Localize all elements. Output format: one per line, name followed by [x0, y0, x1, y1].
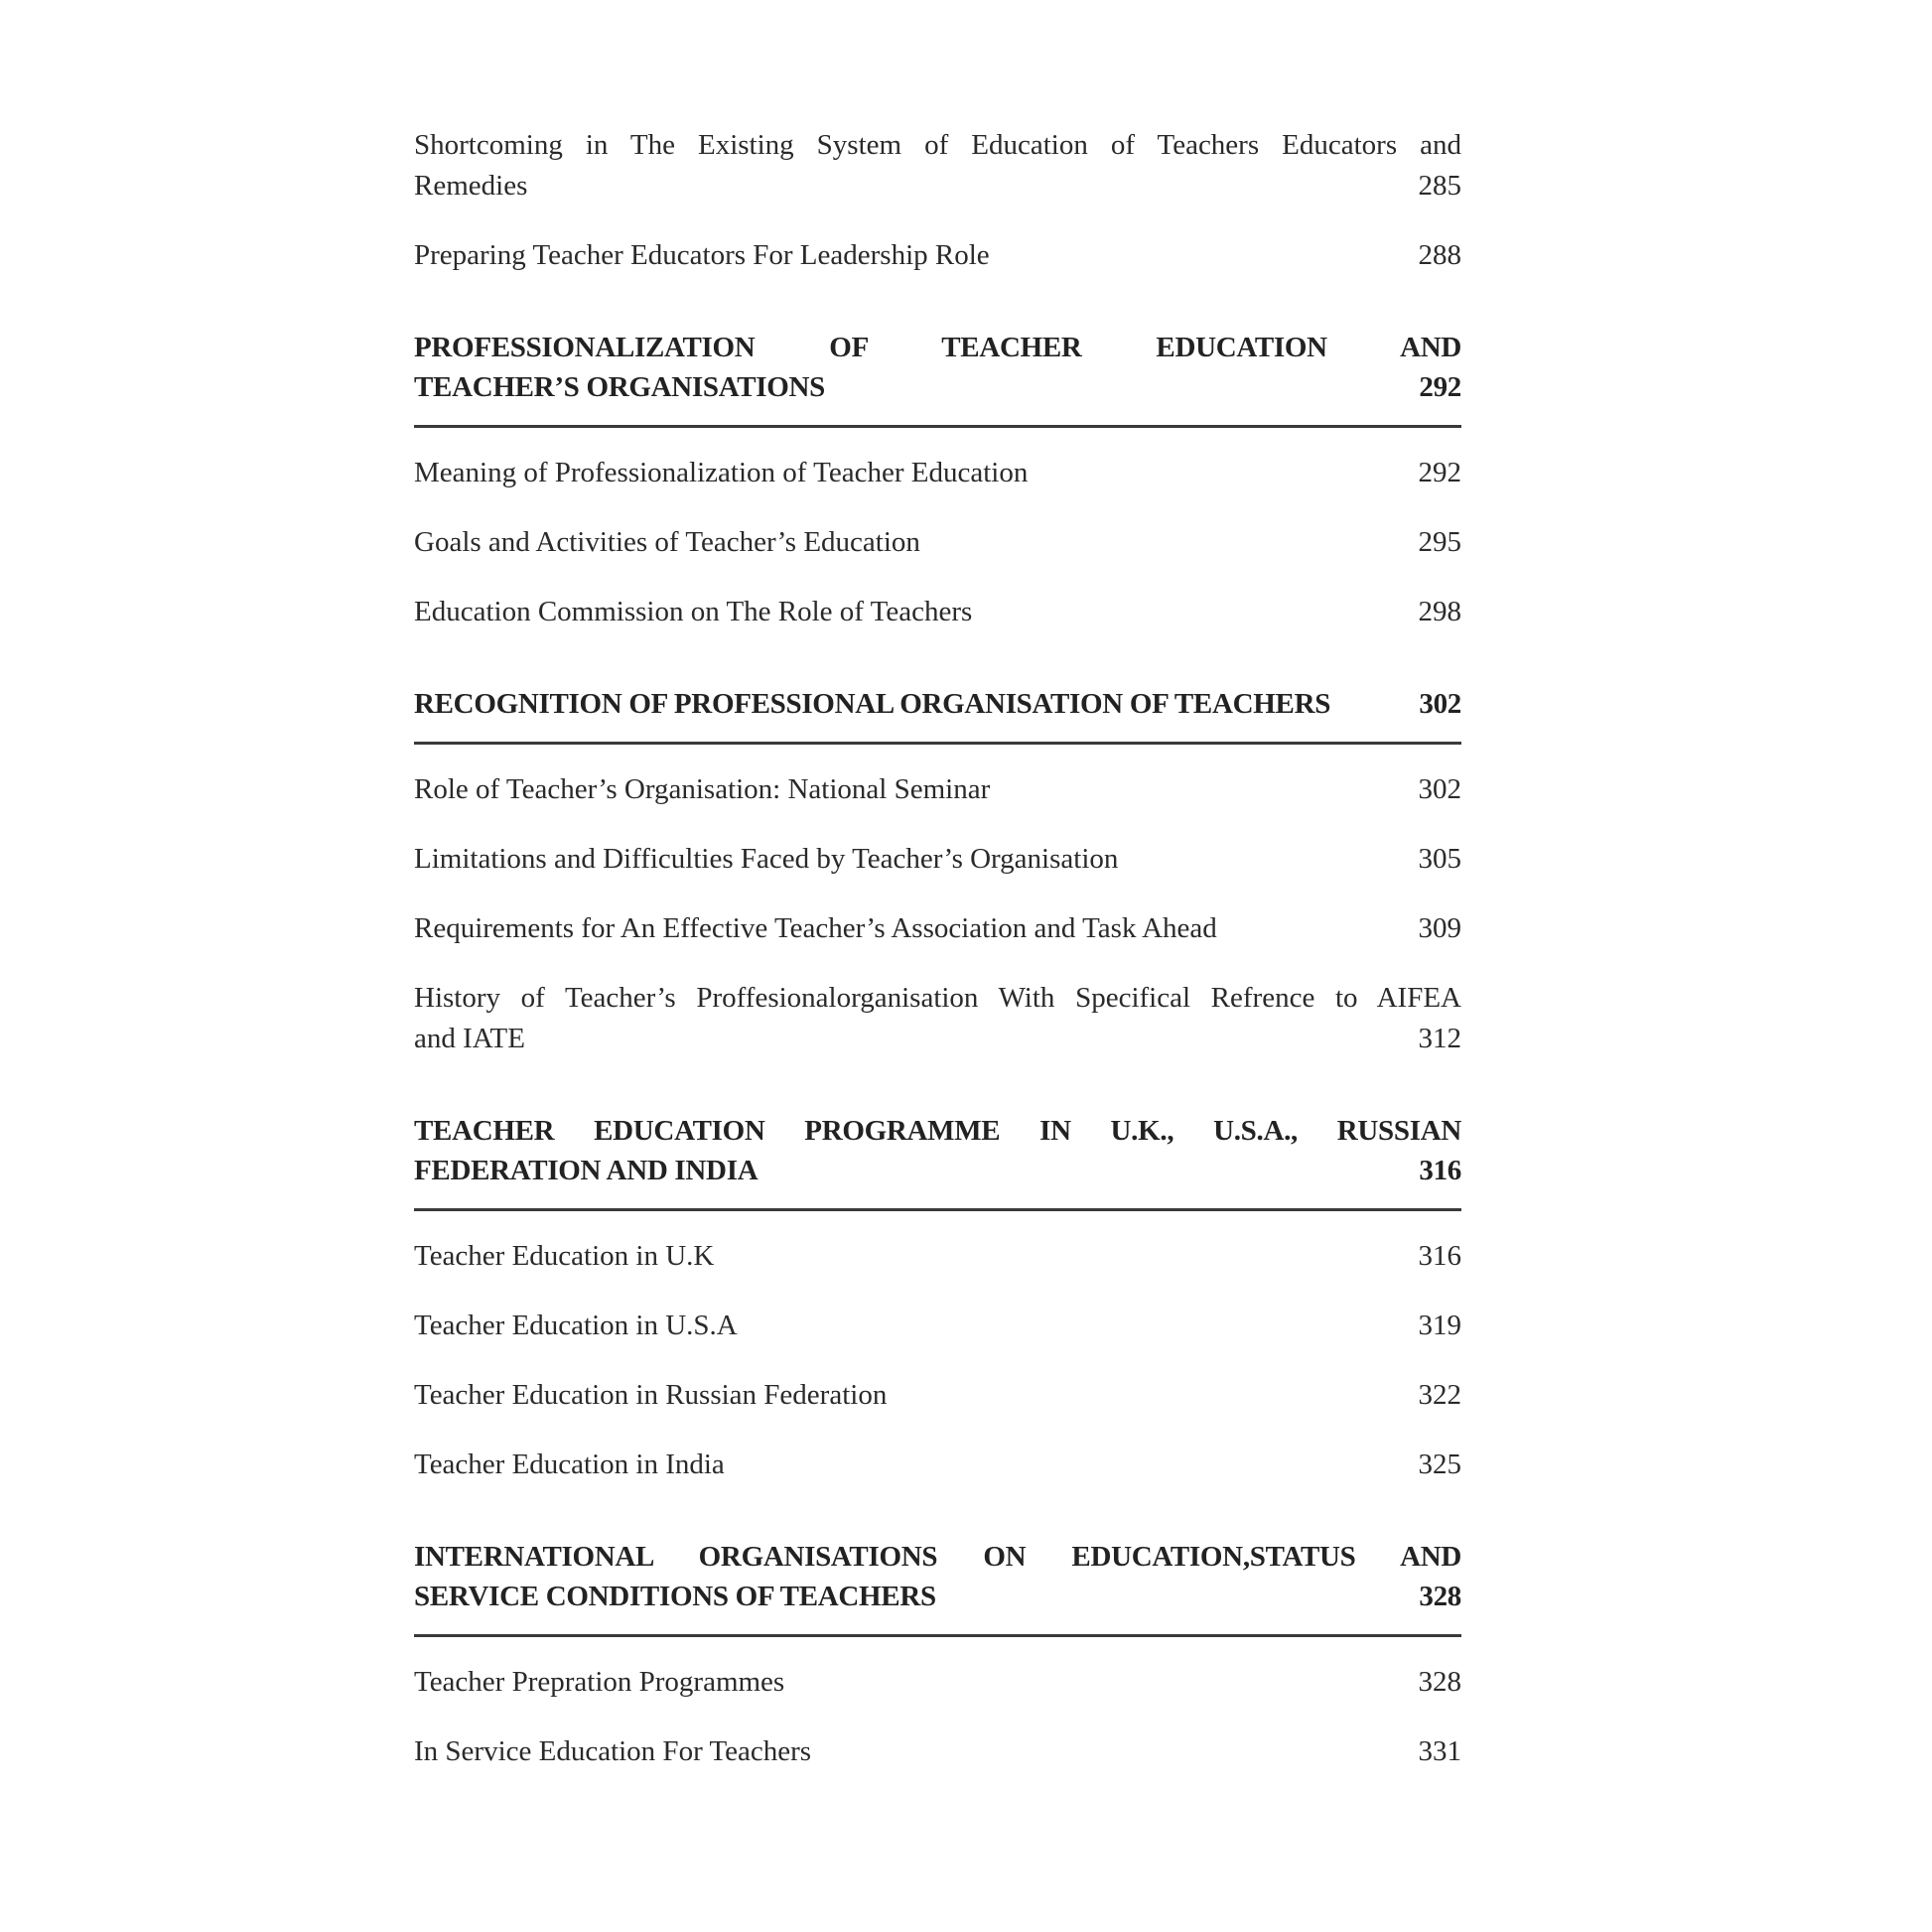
page-number: 316	[1418, 1240, 1461, 1272]
page-number: 305	[1418, 843, 1461, 875]
toc-entry	[414, 769, 1461, 810]
chapter-divider	[414, 1634, 1461, 1637]
toc-line-with-page	[414, 592, 1461, 632]
toc-line-with-page	[414, 235, 1461, 276]
toc-title-line: Teacher Education in U.S.A	[414, 1310, 738, 1341]
page-number: 292	[1418, 457, 1461, 488]
toc-title-line: Shortcoming in The Existing System of Education of Teachers Educators and	[414, 129, 1461, 161]
page-number: 325	[1418, 1449, 1461, 1480]
toc-title-line: FEDERATION AND INDIA	[414, 1155, 759, 1186]
toc-line-with-page	[414, 769, 1461, 810]
page-number: 298	[1418, 596, 1461, 627]
toc-entry	[414, 522, 1461, 563]
toc-entry	[414, 1306, 1461, 1346]
page-number: 285	[1418, 170, 1461, 202]
toc-entry	[414, 1236, 1461, 1277]
toc-line-with-page	[414, 166, 1461, 207]
toc-line-with-page	[414, 1731, 1461, 1772]
toc-entry	[414, 235, 1461, 276]
page-number: 328	[1418, 1666, 1461, 1698]
chapter-divider	[414, 1208, 1461, 1211]
toc-chapter-heading	[414, 684, 1461, 724]
toc-title-line: TEACHER EDUCATION PROGRAMME IN U.K., U.S.A., RUSSIAN	[414, 1115, 1461, 1147]
toc-title-line: Teacher Education in U.K	[414, 1240, 715, 1272]
toc-line-with-page	[414, 1306, 1461, 1346]
toc-line-with-page	[414, 839, 1461, 880]
toc-entry	[414, 1731, 1461, 1772]
toc-entry	[414, 1375, 1461, 1416]
toc-entry	[414, 125, 1461, 207]
toc-title-line: SERVICE CONDITIONS OF TEACHERS	[414, 1581, 936, 1612]
toc-line-with-page	[414, 522, 1461, 563]
page-number: 302	[1418, 773, 1461, 805]
toc-line	[414, 125, 1461, 166]
toc-line-with-page	[414, 1445, 1461, 1485]
page-number: 288	[1418, 239, 1461, 271]
toc-chapter-heading	[414, 328, 1461, 407]
toc-title-line: Teacher Education in India	[414, 1449, 725, 1480]
toc-title-line: Remedies	[414, 170, 528, 202]
toc-line-with-page	[414, 367, 1461, 407]
toc-chapter-heading	[414, 1537, 1461, 1616]
toc-title-line: Education Commission on The Role of Teachers	[414, 596, 973, 627]
page-number: 312	[1418, 1023, 1461, 1054]
chapter-divider	[414, 742, 1461, 745]
toc-title-line: RECOGNITION OF PROFESSIONAL ORGANISATION OF TEACHERS	[414, 688, 1331, 720]
toc-title-line: Teacher Prepration Programmes	[414, 1666, 785, 1698]
toc-entry	[414, 978, 1461, 1059]
page-number: 331	[1418, 1735, 1461, 1767]
toc-title-line: In Service Education For Teachers	[414, 1735, 812, 1767]
page-number: 295	[1418, 526, 1461, 558]
toc-entry	[414, 839, 1461, 880]
toc-title-line: TEACHER’S ORGANISATIONS	[414, 371, 825, 403]
page-number: 292	[1419, 371, 1461, 403]
toc-line-with-page	[414, 1019, 1461, 1059]
toc-title-line: Goals and Activities of Teacher’s Education	[414, 526, 920, 558]
toc-line-with-page	[414, 1236, 1461, 1277]
table-of-contents	[414, 125, 1461, 1772]
toc-line	[414, 1111, 1461, 1151]
toc-title-line: and IATE	[414, 1023, 525, 1054]
toc-title-line: PROFESSIONALIZATION OF TEACHER EDUCATION AND	[414, 332, 1461, 363]
page-number: 309	[1418, 912, 1461, 944]
toc-title-line: History of Teacher’s Proffesionalorganisation With Specifical Refrence to AIFEA	[414, 982, 1461, 1014]
toc-line-with-page	[414, 684, 1461, 724]
toc-line-with-page	[414, 1577, 1461, 1616]
chapter-divider	[414, 425, 1461, 428]
toc-entry	[414, 453, 1461, 493]
toc-title-line: Requirements for An Effective Teacher’s Association and Task Ahead	[414, 912, 1217, 944]
toc-entry	[414, 1445, 1461, 1485]
toc-line-with-page	[414, 1151, 1461, 1190]
toc-entry	[414, 908, 1461, 949]
toc-line-with-page	[414, 908, 1461, 949]
page-number: 322	[1418, 1379, 1461, 1411]
toc-title-line: Role of Teacher’s Organisation: National Seminar	[414, 773, 991, 805]
toc-entry	[414, 1662, 1461, 1703]
toc-title-line: Limitations and Difficulties Faced by Teacher’s Organisation	[414, 843, 1119, 875]
toc-line-with-page	[414, 1375, 1461, 1416]
toc-line-with-page	[414, 453, 1461, 493]
toc-line	[414, 328, 1461, 367]
toc-line	[414, 1537, 1461, 1577]
toc-title-line: INTERNATIONAL ORGANISATIONS ON EDUCATION,STATUS AND	[414, 1541, 1461, 1573]
toc-line-with-page	[414, 1662, 1461, 1703]
toc-entry	[414, 592, 1461, 632]
toc-chapter-heading	[414, 1111, 1461, 1190]
toc-title-line: Meaning of Professionalization of Teacher Education	[414, 457, 1029, 488]
page-number: 319	[1418, 1310, 1461, 1341]
toc-title-line: Preparing Teacher Educators For Leadership Role	[414, 239, 990, 271]
toc-title-line: Teacher Education in Russian Federation	[414, 1379, 888, 1411]
page-number: 302	[1419, 688, 1461, 720]
page-number: 316	[1419, 1155, 1461, 1186]
page-number: 328	[1419, 1581, 1461, 1612]
toc-line	[414, 978, 1461, 1019]
